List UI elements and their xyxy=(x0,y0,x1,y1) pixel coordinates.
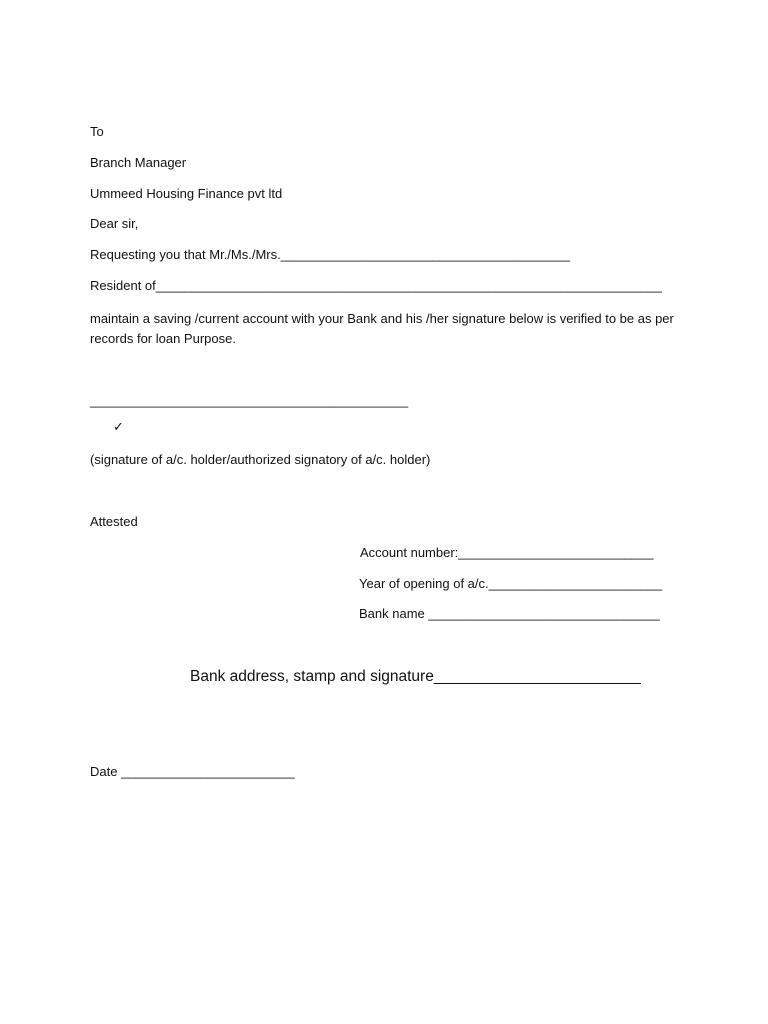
recipient-company: Ummeed Housing Finance pvt ltd xyxy=(90,186,283,201)
bank-name-field: Bank name ________________________________ xyxy=(359,606,660,621)
year-of-opening-field: Year of opening of a/c.________________________ xyxy=(359,576,663,591)
signature-blank: ____________________________________________ xyxy=(90,393,409,408)
date-line: Date ________________________ xyxy=(90,764,295,779)
body-paragraph: maintain a saving /current account with your Bank and his /her signature below is verified to be as per records for loan Purpose. xyxy=(90,311,674,346)
checkmark-icon: ✓ xyxy=(113,420,124,435)
request-line: Requesting you that Mr./Ms./Mrs.________________________________________ xyxy=(90,247,570,262)
salutation: Dear sir, xyxy=(90,216,139,231)
to-label: To xyxy=(90,124,104,139)
bank-stamp-line: Bank address, stamp and signature________________________ xyxy=(190,668,641,685)
account-number-field: Account number:___________________________ xyxy=(360,545,654,560)
signature-caption: (signature of a/c. holder/authorized signatory of a/c. holder) xyxy=(90,452,431,467)
attested-label: Attested xyxy=(90,514,138,529)
recipient-title: Branch Manager xyxy=(90,155,187,170)
resident-line: Resident of______________________________________________________________________ xyxy=(90,278,662,293)
